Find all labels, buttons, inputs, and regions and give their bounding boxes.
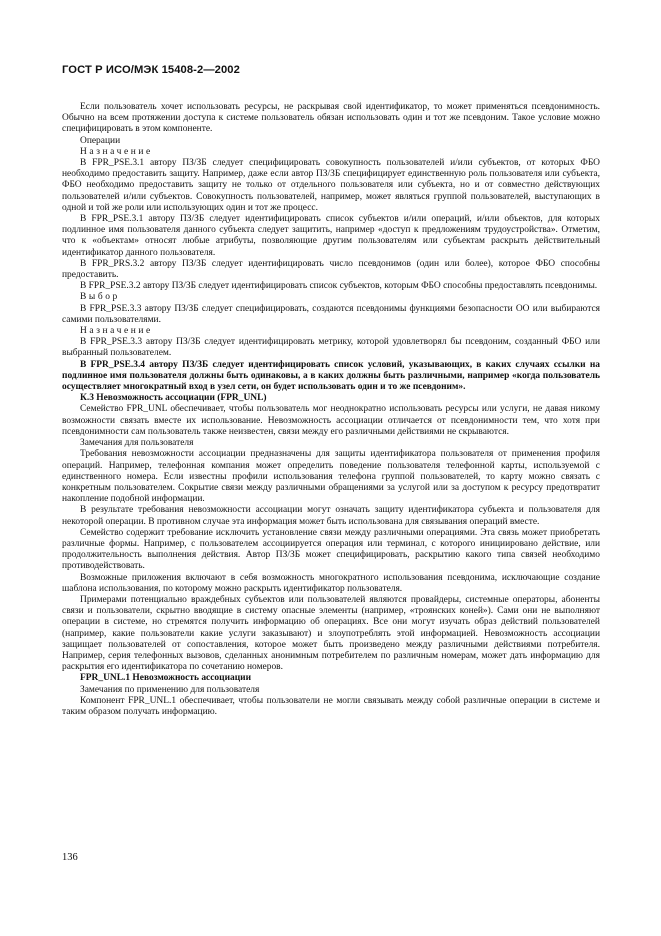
- paragraph: Если пользователь хочет использовать ресурсы, не раскрывая свой идентификатор, то может применяться псевдонимность. Обычно на всем протяжении доступа к системе пользователь обязан использовать один и тот же псевдоним. Такое условие можно специфицировать в этом компоненте.: [62, 102, 600, 135]
- paragraph: Замечания для пользователя: [80, 438, 194, 449]
- bold-paragraph: В FPR_PSE.3.4 автору ПЗ/ЗБ следует идентифицировать список условий, указывающих, в каких случаях ссылки на подлинное имя пользователя должны быть одинаковы, а в каких должны быть различными, например «когда пользователь осуществляет многократный вход в узел сети, он будет использовать один и то же псевдоним».: [62, 359, 600, 393]
- page-number: 136: [62, 852, 78, 863]
- paragraph: Примерами потенциально враждебных субъектов или пользователей являются провайдеры, системные операторы, абоненты связи и пользователи, скрытно вводящие в систему опасные элементы (например, «троянских коней»). Сами они не выполняют операции в системе, но стремятся получить информацию об операциях. Все они могут изучать образ действий пользователей (например, какие пользователи какие услуги заказывают) и злоупотреблять этой информацией. Невозможность ассоциации защищает пользователей от сопоставления, которое может быть произведено между различными действиями потребителя. Например, серия телефонных вызовов, сделанных анонимным потребителем по различным номерам, может дать информацию для раскрытия его идентификатора по сочетанию номеров.: [62, 594, 600, 673]
- bold-paragraph: FPR_UNL.1 Невозможность ассоциации: [80, 673, 252, 684]
- spaced-heading: Выбор: [80, 292, 120, 303]
- bold-paragraph: К.3 Невозможность ассоциации (FPR_UNL): [80, 393, 267, 404]
- paragraph: Семейство FPR_UNL обеспечивает, чтобы пользователь мог неоднократно использовать ресурсы или услуги, не давая никому возможности связать вместе их использование. Невозможность ассоциации отличается от псевдонимности тем, что хотя при псевдонимности сам пользователь также неизвестен, связи между его различными действиями не скрываются.: [62, 404, 600, 437]
- paragraph: Компонент FPR_UNL.1 обеспечивает, чтобы пользователи не могли связывать между собой различные операции в системе и таким образом получать информацию.: [62, 695, 600, 717]
- paragraph: В FPR_PSE.3.3 автору ПЗ/ЗБ следует специфицировать, создаются псевдонимы функциями безопасности ОО или выбираются самими пользователями.: [62, 303, 600, 325]
- paragraph: В FPR_PSE.3.1 автору ПЗ/ЗБ следует идентифицировать список субъектов и/или операций, и/или объектов, для которых подлинное имя пользователя данного субъекта следует защитить, например «доступ к предложениям трудоустройства». Отметим, что к «объектам» относят любые атрибуты, позволяющие другим пользователям или субъектам раскрыть действительный идентификатор данного пользователя.: [62, 214, 600, 258]
- paragraph: В FPR_PSE.3.1 автору ПЗ/ЗБ следует специфицировать совокупность пользователей и/или субъектов, от которых ФБО необходимо предоставить защиту. Например, даже если автор ПЗ/ЗБ специфицирует единственную роль пользователя или субъекта, ФБО необходимо предоставить защиту не только от отдельного пользователя или субъекта, но и от совместно действующих пользователей и/или субъектов. Совокупность пользователей, например, может являться группой пользователей, выступающих в одной и той же роли или использующих один и тот же процесс.: [62, 158, 600, 213]
- paragraph: Операции: [80, 135, 121, 146]
- paragraph: Требования невозможности ассоциации предназначены для защиты идентификатора пользователя от применения профиля операций. Например, телефонная компания может определить поведение пользователя телефонной карты, используемой с единственного номера. Если известны профили использования телефона группой пользователей, то карту можно связать с конкретным пользователем. Сокрытие связи между различными обращениями за услугой или за доступом к ресурсу предотвратит накопление подобной информации.: [62, 449, 600, 505]
- paragraph: Семейство содержит требование исключить установление связи между различными операциями. Эта связь может приобретать различные формы. Например, с пользователем ассоциируется операция или терминал, с которого инициировано действие, или продолжительность выполнения действия. Автор ПЗ/ЗБ может специфицировать, раскрытию какого типа связей необходимо противодействовать.: [62, 527, 600, 572]
- paragraph: Возможные приложения включают в себя возможность многократного использования псевдонима, исключающие создание шаблона использования, по которому можно раскрыть идентификатор пользователя.: [62, 572, 600, 594]
- paragraph: В результате требования невозможности ассоциации могут означать защиту идентификатора субъекта и пользователя для некоторой операции. В противном случае эта информация может быть использована для связывания операций вместе.: [62, 505, 600, 527]
- paragraph: В FPR_PSE.3.3 автору ПЗ/ЗБ следует идентифицировать метрику, которой удовлетворял бы псевдоним, созданный ФБО или выбранный пользователем.: [62, 337, 600, 359]
- document-header: ГОСТ Р ИСО/МЭК 15408-2—2002: [62, 64, 240, 76]
- paragraph: В FPR_PRS.3.2 автору ПЗ/ЗБ следует идентифицировать число псевдонимов (один или более), которое ФБО способны предоставить.: [62, 258, 600, 281]
- spaced-heading: Назначение: [80, 146, 153, 157]
- paragraph: Замечания по применению для пользователя: [80, 684, 260, 695]
- document-page: [62, 64, 600, 718]
- document-body: [62, 102, 600, 718]
- spaced-heading: Назначение: [80, 326, 153, 337]
- paragraph: В FPR_PSE.3.2 автору ПЗ/ЗБ следует идентифицировать список субъектов, которым ФБО способны предоставлять псевдонимы.: [80, 281, 598, 292]
